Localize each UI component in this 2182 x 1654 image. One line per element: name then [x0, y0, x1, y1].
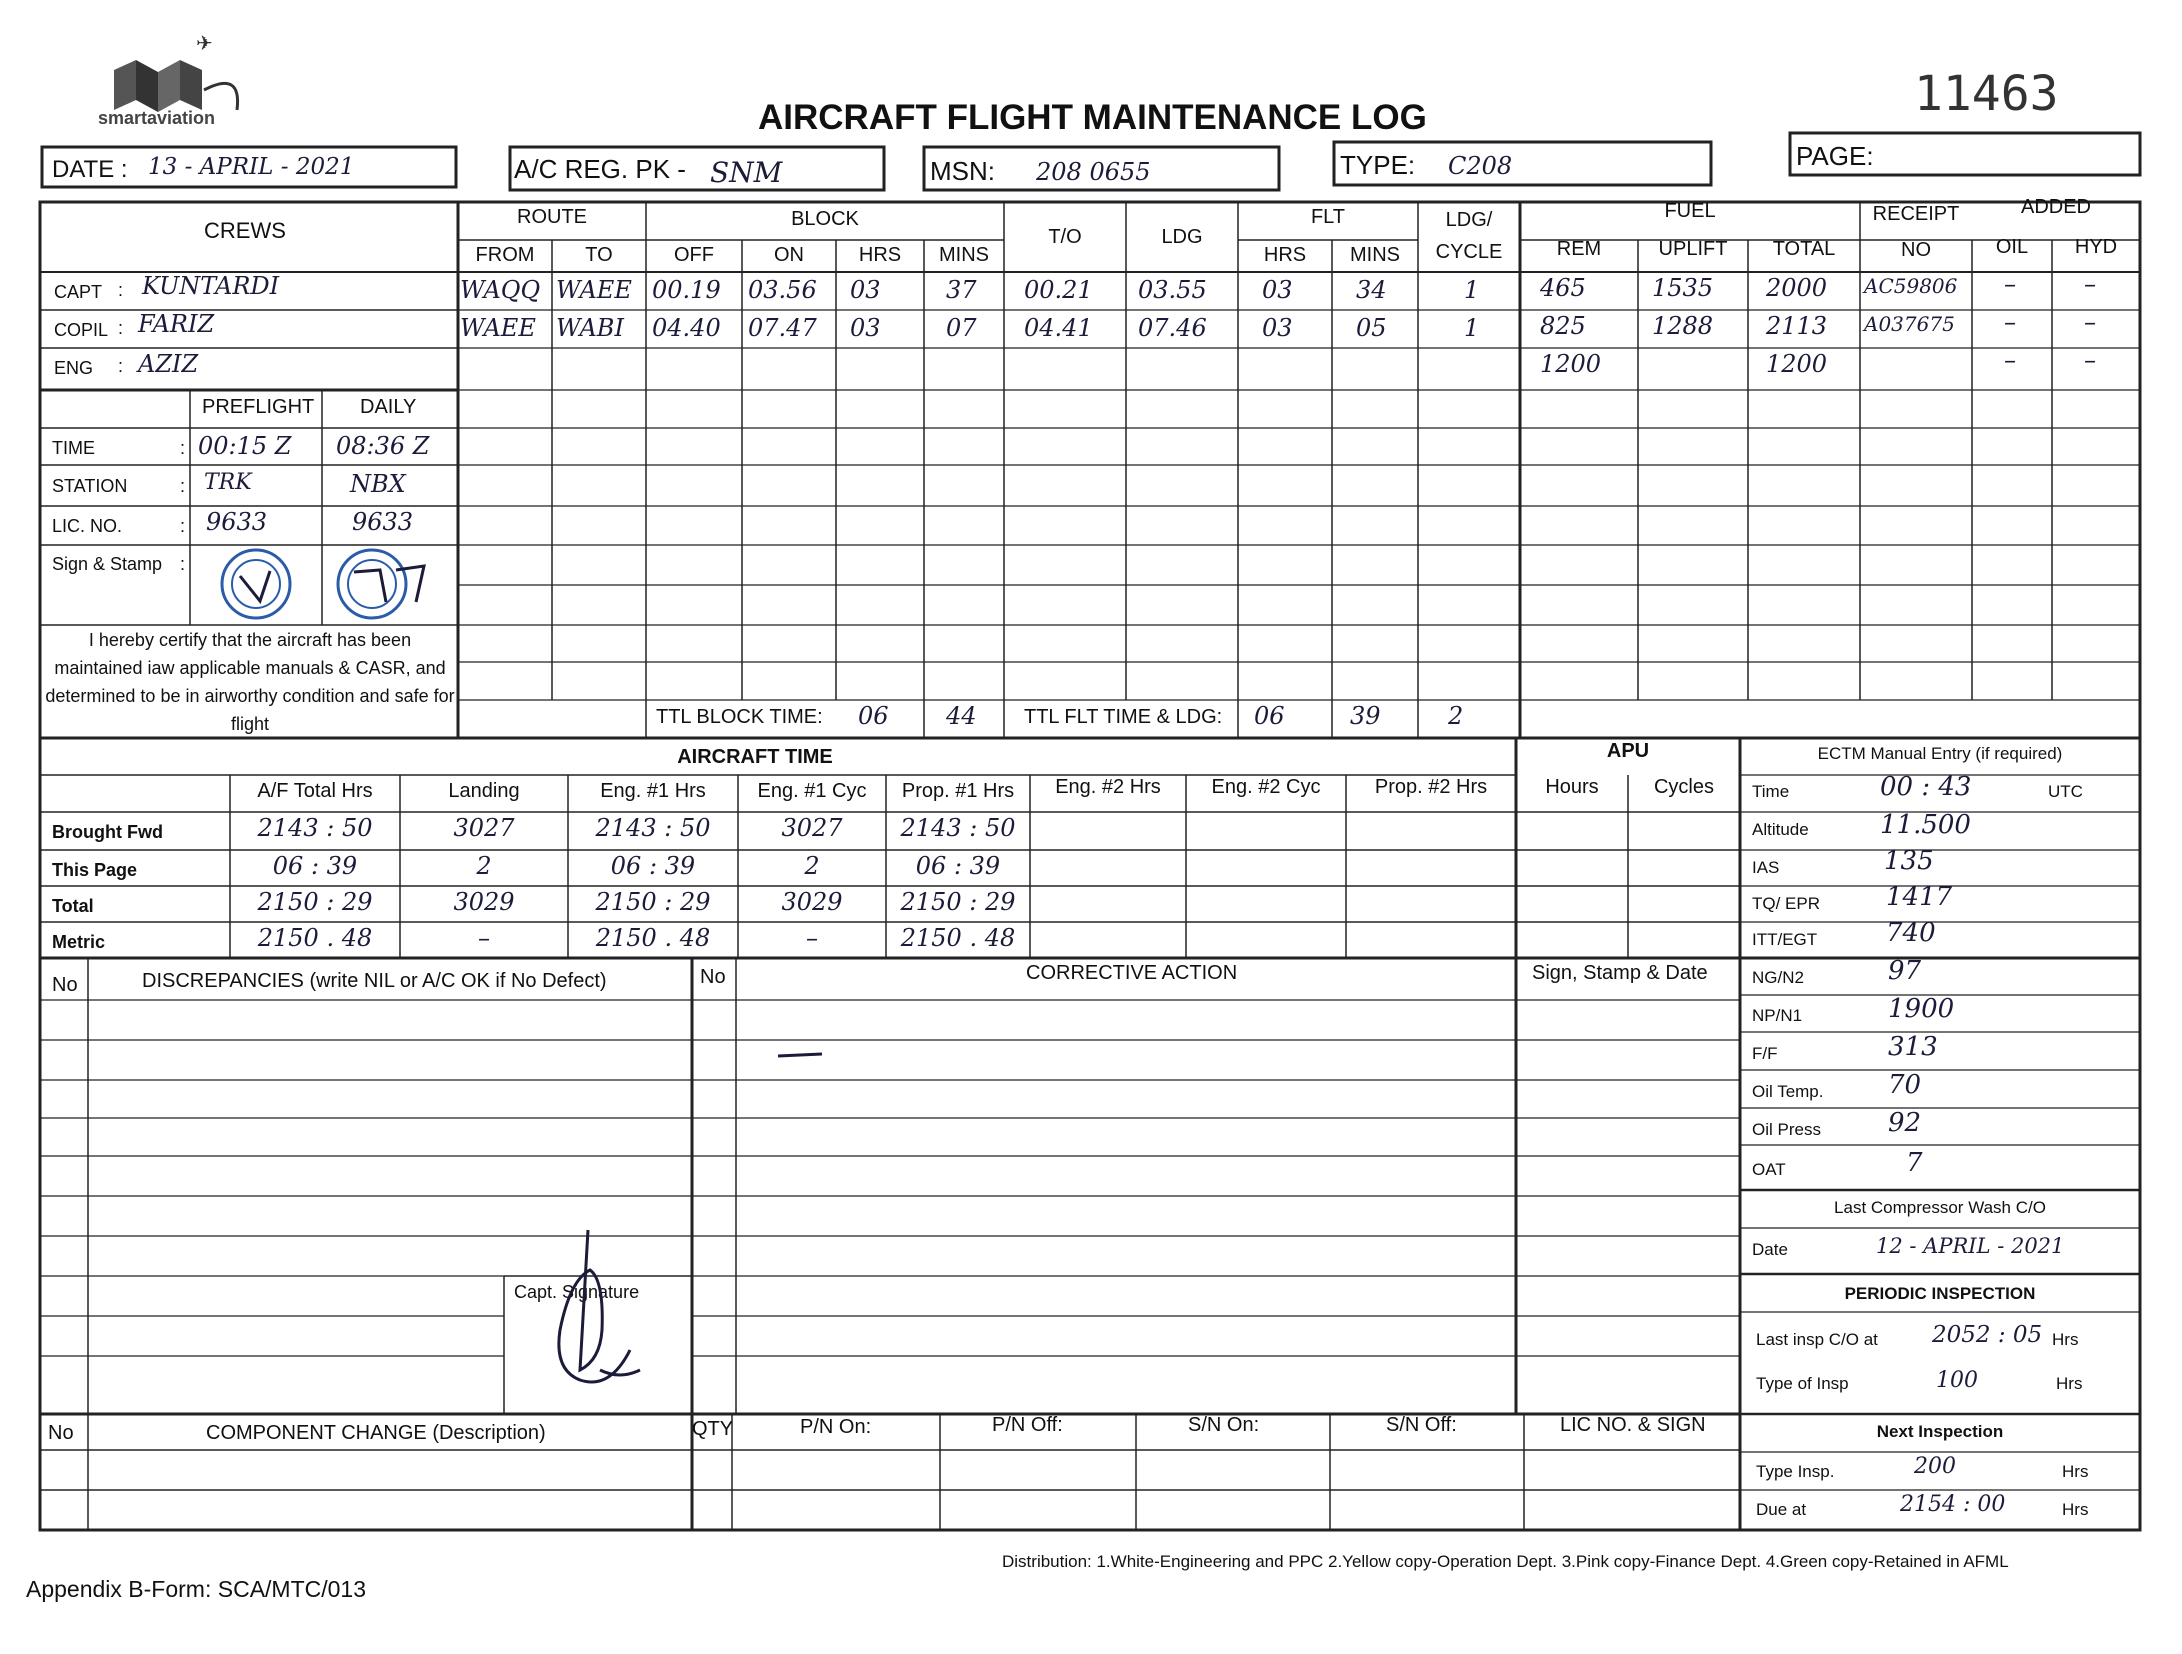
off-cell: 04.40: [652, 314, 721, 342]
disc-no-label: No: [52, 974, 78, 996]
eng1cyc-bf: 3027: [781, 814, 843, 842]
rem-header: REM: [1556, 238, 1602, 260]
rem-cell: 1200: [1540, 350, 1602, 378]
copil-value: FARIZ: [138, 310, 215, 338]
ectm-np-label: NP/N1: [1752, 1006, 1803, 1025]
ttl-flt-hrs: 06: [1254, 702, 1285, 730]
row-brought-fwd: Brought Fwd: [52, 822, 163, 842]
daily-station: NBX: [350, 470, 406, 498]
eng1hrs-bf: 2143 : 50: [595, 814, 711, 842]
cycle-cell: 1: [1464, 314, 1480, 342]
receipt-header: RECEIPT NO: [1872, 203, 1960, 261]
preflight-label: PREFLIGHT: [202, 396, 315, 418]
on-cell: 03.56: [748, 276, 817, 304]
next-due-value: 2154 : 00: [1900, 1492, 2006, 1517]
total-cell: 2113: [1766, 312, 1828, 340]
oil-header: OIL: [1995, 236, 2029, 258]
flt-mins-header: MINS: [1350, 244, 1400, 266]
apu-hours: Hours: [1545, 776, 1599, 798]
ttl-block-label: TTL BLOCK TIME:: [656, 706, 823, 728]
serial-number: 11463: [1914, 66, 2059, 122]
daily-time: 08:36 Z: [336, 432, 430, 460]
copil-label: COPIL: [54, 320, 109, 340]
corrective-action-header: CORRECTIVE ACTION: [1026, 962, 1238, 984]
compressor-title: Last Compressor Wash C/O: [1834, 1198, 2046, 1217]
daily-stamp-icon: [326, 546, 434, 622]
capt-label: CAPT: [54, 282, 103, 302]
reg-label: A/C REG. PK -: [514, 154, 686, 184]
eng1cyc-total: 3029: [781, 888, 843, 916]
ectm-oat-label: OAT: [1752, 1160, 1786, 1179]
ldg-cell: 03.55: [1138, 276, 1207, 304]
time-colon: :: [180, 438, 186, 458]
added-header: ADDED: [2020, 196, 2091, 218]
receipt-cell: A037675: [1864, 312, 1955, 336]
periodic-title: PERIODIC INSPECTION: [1844, 1284, 2036, 1303]
comp-sn-on-header: S/N On:: [1188, 1414, 1260, 1436]
comp-pn-off-header: P/N Off:: [992, 1414, 1063, 1436]
eng-value: AZIZ: [138, 350, 199, 378]
from-cell: WAQQ: [460, 276, 541, 304]
eng1hrs-total: 2150 : 29: [595, 888, 711, 916]
periodic-type-label: Type of Insp: [1756, 1374, 1849, 1393]
ectm-tq-value: 1417: [1886, 882, 1953, 912]
flt-mins-cell: 34: [1356, 276, 1387, 304]
af-tp: 06 : 39: [272, 852, 358, 880]
capt-value: KUNTARDI: [142, 272, 280, 300]
hrs-header: HRS: [858, 244, 902, 266]
crews-header: CREWS: [204, 218, 286, 243]
daily-label: DAILY: [360, 396, 417, 418]
from-cell: WAEE: [460, 314, 536, 342]
comp-lic-header: LIC NO. & SIGN: [1560, 1414, 1706, 1436]
eng-label: ENG: [54, 358, 94, 378]
comp-no-label: No: [48, 1422, 74, 1444]
col-eng1-hrs: Eng. #1 Hrs: [600, 780, 706, 802]
on-header: ON: [774, 244, 804, 266]
eng1cyc-tp: 2: [804, 852, 820, 880]
uplift-header: UPLIFT: [1658, 238, 1728, 260]
ectm-ff-label: F/F: [1752, 1044, 1778, 1063]
ectm-np-value: 1900: [1888, 994, 1955, 1024]
hyd-cell: –: [2084, 270, 2096, 298]
form-title: AIRCRAFT FLIGHT MAINTENANCE LOG: [758, 98, 1427, 137]
mins-header: MINS: [939, 244, 989, 266]
to-time-header: T/O: [1048, 226, 1082, 248]
page-label: PAGE:: [1796, 141, 1874, 171]
ectm-oat-value: 7: [1906, 1148, 1923, 1178]
ldg-bf: 3027: [453, 814, 515, 842]
daily-lic: 9633: [352, 508, 414, 536]
comp-desc-header: COMPONENT CHANGE (Description): [206, 1422, 546, 1444]
on-cell: 07.47: [748, 314, 817, 342]
next-type-label: Type Insp.: [1756, 1462, 1835, 1481]
eng1hrs-tp: 06 : 39: [610, 852, 696, 880]
af-total: 2150 : 29: [257, 888, 373, 916]
ectm-time-value: 00 : 43: [1880, 772, 1972, 802]
ectm-oilpress-value: 92: [1888, 1108, 1922, 1138]
ectm-altitude-value: 11.500: [1880, 810, 1971, 840]
next-due-label: Due at: [1756, 1500, 1807, 1519]
copil-colon: :: [118, 318, 124, 338]
periodic-last-unit: Hrs: [2052, 1330, 2079, 1349]
receipt-cell: AC59806: [1864, 274, 1958, 298]
ectm-title: ECTM Manual Entry (if required): [1817, 744, 2063, 763]
row-total: Total: [52, 896, 94, 916]
sign-label: Sign & Stamp: [52, 554, 163, 574]
ectm-ng-label: NG/N2: [1752, 968, 1804, 987]
date-value: 13 - APRIL - 2021: [148, 154, 355, 180]
type-value: C208: [1448, 152, 1513, 180]
cycle-cell: 1: [1464, 276, 1480, 304]
af-metric: 2150 . 48: [257, 924, 373, 952]
comp-sn-off-header: S/N Off:: [1386, 1414, 1457, 1436]
preflight-stamp-icon: [210, 546, 302, 622]
time-label: TIME: [52, 438, 95, 458]
col-af-total: A/F Total Hrs: [257, 780, 373, 802]
prop1-bf: 2143 : 50: [900, 814, 1016, 842]
col-eng2-hrs: Eng. #2 Hrs: [1055, 776, 1161, 798]
rem-cell: 465: [1540, 274, 1586, 302]
aircraft-time-title: AIRCRAFT TIME: [677, 746, 833, 768]
total-header: TOTAL: [1772, 238, 1836, 260]
distribution-note: Distribution: 1.White-Engineering and PPC 2.Yellow copy-Operation Dept. 3.Pink copy-Finance Dept. 4.Green copy-Retained in AFML: [1002, 1552, 2009, 1571]
uplift-cell: 1535: [1652, 274, 1714, 302]
fuel-header: FUEL: [1664, 200, 1716, 222]
action-no-label: No: [700, 966, 726, 988]
eng1hrs-metric: 2150 . 48: [595, 924, 711, 952]
apu-title: APU: [1606, 740, 1650, 762]
preflight-lic: 9633: [206, 508, 268, 536]
ldg-cell: 07.46: [1138, 314, 1207, 342]
periodic-type-value: 100: [1936, 1368, 1978, 1393]
total-cell: 2000: [1766, 274, 1828, 302]
hrs-cell: 03: [850, 314, 881, 342]
ectm-oiltemp-label: Oil Temp.: [1752, 1082, 1824, 1101]
ectm-ng-value: 97: [1888, 956, 1922, 986]
flt-hrs-cell: 03: [1262, 276, 1293, 304]
af-bf: 2143 : 50: [257, 814, 373, 842]
ectm-time-label: Time: [1752, 782, 1790, 801]
flt-header: FLT: [1310, 206, 1346, 228]
station-label: STATION: [52, 476, 128, 496]
company-logo: [92, 30, 262, 135]
ttl-block-mins: 44: [946, 702, 977, 730]
form-number: Appendix B-Form: SCA/MTC/013: [26, 1576, 367, 1602]
sign-colon: :: [180, 554, 186, 574]
lic-label: LIC. NO.: [52, 516, 123, 536]
capt-signature-icon: [540, 1220, 650, 1400]
oil-cell: –: [2004, 270, 2016, 298]
periodic-last-label: Last insp C/O at: [1756, 1330, 1878, 1349]
periodic-last-value: 2052 : 05: [1932, 1322, 2043, 1348]
oil-cell: –: [2004, 308, 2016, 336]
ectm-ias-label: IAS: [1752, 858, 1780, 877]
rem-cell: 825: [1540, 312, 1586, 340]
station-colon: :: [180, 476, 186, 496]
mins-cell: 37: [946, 276, 977, 304]
flt-hrs-header: HRS: [1263, 244, 1307, 266]
ectm-time-unit: UTC: [2048, 782, 2083, 801]
uplift-cell: 1288: [1652, 312, 1714, 340]
flt-mins-cell: 05: [1356, 314, 1387, 342]
off-header: OFF: [674, 244, 714, 266]
ttl-flt-label: TTL FLT TIME & LDG:: [1024, 706, 1223, 728]
t-o-cell: 04.41: [1024, 314, 1093, 342]
next-type-unit: Hrs: [2062, 1462, 2089, 1481]
mins-cell: 07: [946, 314, 977, 342]
col-eng1-cyc: Eng. #1 Cyc: [757, 780, 867, 802]
next-due-unit: Hrs: [2062, 1500, 2089, 1519]
col-prop2-hrs: Prop. #2 Hrs: [1374, 776, 1488, 798]
to-header: TO: [585, 244, 613, 266]
col-landing: Landing: [448, 780, 520, 802]
off-cell: 00.19: [652, 276, 721, 304]
from-header: FROM: [475, 244, 535, 266]
oil-cell: –: [2004, 346, 2016, 374]
eng-colon: :: [118, 356, 124, 376]
to-cell: WAEE: [556, 276, 632, 304]
hyd-header: HYD: [2074, 236, 2118, 258]
disc-header: DISCREPANCIES (write NIL or A/C OK if No Defect): [142, 970, 607, 992]
comp-qty-header: QTY: [692, 1418, 734, 1440]
col-prop1-hrs: Prop. #1 Hrs: [901, 780, 1015, 802]
preflight-station: TRK: [204, 470, 252, 495]
compressor-date-label: Date: [1752, 1240, 1788, 1259]
sign-stamp-date-header: Sign, Stamp & Date: [1532, 962, 1708, 984]
capt-colon: :: [118, 280, 124, 300]
ldg-header: LDG: [1161, 226, 1203, 248]
date-label: DATE :: [52, 156, 128, 183]
certify-text: I hereby certify that the aircraft has been maintained iaw applicable manuals & CASR, and determined to be in airworthy condition and safe for flight: [45, 630, 455, 734]
block-header: BLOCK: [791, 208, 859, 230]
msn-value: 208 0655: [1036, 158, 1151, 186]
ldg-metric: –: [478, 924, 490, 952]
hyd-cell: –: [2084, 308, 2096, 336]
t-o-cell: 00.21: [1024, 276, 1093, 304]
prop1-total: 2150 : 29: [900, 888, 1016, 916]
prop1-tp: 06 : 39: [915, 852, 1001, 880]
route-header: ROUTE: [517, 206, 587, 228]
row-this-page: This Page: [52, 860, 138, 880]
hrs-cell: 03: [850, 276, 881, 304]
apu-cycles: Cycles: [1653, 776, 1714, 798]
ectm-ias-value: 135: [1884, 846, 1934, 876]
compressor-date-value: 12 - APRIL - 2021: [1876, 1234, 2065, 1258]
preflight-time: 00:15 Z: [198, 432, 292, 460]
ldg-cycle-header: LDG/ CYCLE: [1435, 209, 1503, 263]
ectm-ff-value: 313: [1888, 1032, 1938, 1062]
ectm-oilpress-label: Oil Press: [1752, 1120, 1821, 1139]
ldg-total: 3029: [453, 888, 515, 916]
next-insp-title: Next Inspection: [1876, 1422, 2004, 1441]
ectm-tq-label: TQ/ EPR: [1752, 894, 1821, 913]
type-label: TYPE:: [1340, 150, 1416, 180]
eng1cyc-metric: –: [806, 924, 818, 952]
total-cell: 1200: [1766, 350, 1828, 378]
ttl-block-hrs: 06: [858, 702, 889, 730]
ectm-itt-label: ITT/EGT: [1752, 930, 1818, 949]
ttl-ldg: 2: [1448, 702, 1464, 730]
ldg-tp: 2: [476, 852, 492, 880]
row-metric: Metric: [52, 932, 106, 952]
capt-signature-label: Capt. Signature: [514, 1282, 640, 1302]
svg-text:✈: ✈: [196, 31, 213, 55]
logo-text: smartaviation: [98, 108, 216, 128]
prop1-metric: 2150 . 48: [900, 924, 1016, 952]
flt-hrs-cell: 03: [1262, 314, 1293, 342]
ectm-oiltemp-value: 70: [1888, 1070, 1922, 1100]
periodic-type-unit: Hrs: [2056, 1374, 2083, 1393]
col-eng2-cyc: Eng. #2 Cyc: [1211, 776, 1321, 798]
next-type-value: 200: [1914, 1454, 1956, 1479]
ectm-altitude-label: Altitude: [1752, 820, 1809, 839]
hyd-cell: –: [2084, 346, 2096, 374]
comp-pn-on-header: P/N On:: [800, 1416, 872, 1438]
ectm-itt-value: 740: [1886, 918, 1936, 948]
to-cell: WABI: [556, 314, 624, 342]
reg-value: SNM: [710, 156, 783, 189]
ttl-flt-mins: 39: [1350, 702, 1381, 730]
msn-label: MSN:: [930, 156, 995, 186]
lic-colon: :: [180, 516, 186, 536]
